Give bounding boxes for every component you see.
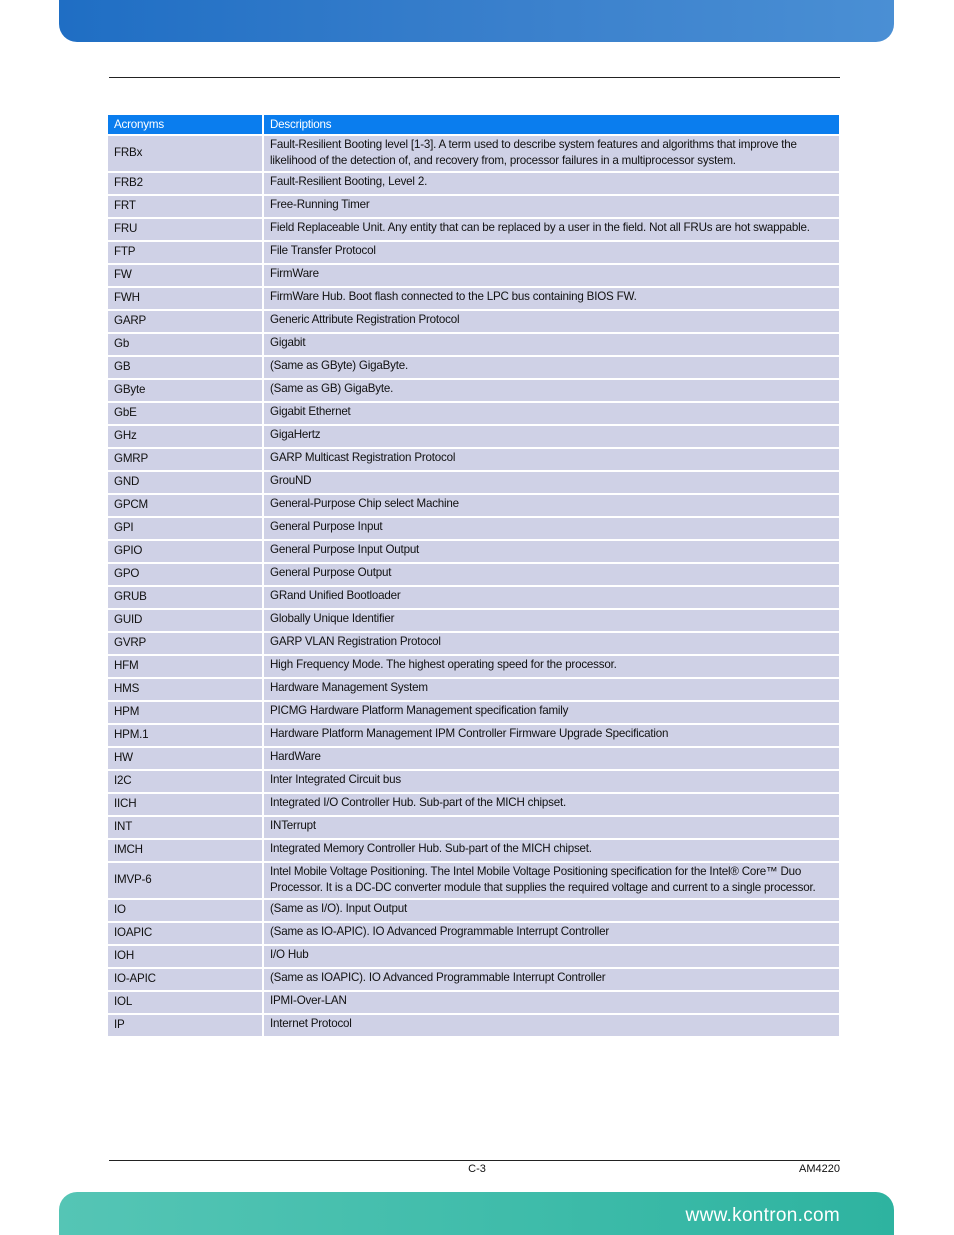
acronym-cell: FRBx [108,136,262,171]
acronym-cell: I2C [108,771,262,792]
table-header-row [108,115,839,134]
acronym-cell: GRUB [108,587,262,608]
acronym-cell: GVRP [108,633,262,654]
acronym-cell: GB [108,357,262,378]
description-cell: FirmWare Hub. Boot flash connected to the LPC bus containing BIOS FW. [264,288,839,309]
description-cell: Internet Protocol [264,1015,839,1036]
description-cell: GigaHertz [264,426,839,447]
table-row [108,1015,839,1036]
acronym-cell: FTP [108,242,262,263]
description-cell: Fault-Resilient Booting, Level 2. [264,173,839,194]
table-row [108,242,839,263]
table-row [108,840,839,861]
acronym-cell: FWH [108,288,262,309]
acronym-cell: IOL [108,992,262,1013]
description-cell: IPMI-Over-LAN [264,992,839,1013]
acronym-cell: IO [108,900,262,921]
description-cell: High Frequency Mode. The highest operating speed for the processor. [264,656,839,677]
acronym-cell: GPCM [108,495,262,516]
description-cell: Fault-Resilient Booting level [1-3]. A term used to describe system features and algorithms that improve the likelihood of the detection of, and recovery from, processor failures in a multiprocessor system. [264,136,839,171]
table-row [108,357,839,378]
table-row [108,748,839,769]
description-cell: INTerrupt [264,817,839,838]
table-row [108,518,839,539]
footer-banner [59,1192,894,1235]
description-cell: (Same as GB) GigaByte. [264,380,839,401]
description-cell: FirmWare [264,265,839,286]
acronym-cell: GPO [108,564,262,585]
column-header-acronyms: Acronyms [108,115,262,134]
acronym-cell: HMS [108,679,262,700]
description-cell: Gigabit [264,334,839,355]
acronym-cell: IOAPIC [108,923,262,944]
description-cell: Intel Mobile Voltage Positioning. The Intel Mobile Voltage Positioning specification for the Intel® Core™ Duo Processor. It is a DC-DC converter module that supplies the required voltage and current to a single processor. [264,863,839,898]
table-row [108,679,839,700]
acronym-cell: GbE [108,403,262,424]
table-row [108,219,839,240]
header-banner [59,0,894,42]
description-cell: GrouND [264,472,839,493]
description-cell: Free-Running Timer [264,196,839,217]
acronym-cell: HPM [108,702,262,723]
table-row [108,610,839,631]
page-number: C-3 [468,1163,486,1175]
table-row [108,472,839,493]
acronym-cell: HPM.1 [108,725,262,746]
description-cell: (Same as GByte) GigaByte. [264,357,839,378]
product-name: AM4220 [799,1163,840,1175]
description-cell: General Purpose Output [264,564,839,585]
table-row [108,334,839,355]
table-row [108,564,839,585]
table-row [108,288,839,309]
table-row [108,196,839,217]
footer-divider [109,1160,840,1161]
description-cell: GARP Multicast Registration Protocol [264,449,839,470]
table-row [108,969,839,990]
acronym-cell: GPIO [108,541,262,562]
acronym-cell: HW [108,748,262,769]
description-cell: Globally Unique Identifier [264,610,839,631]
acronym-cell: IOH [108,946,262,967]
table-row [108,136,839,171]
table-row [108,863,839,898]
description-cell: (Same as IO-APIC). IO Advanced Programmable Interrupt Controller [264,923,839,944]
acronym-cell: GUID [108,610,262,631]
description-cell: PICMG Hardware Platform Management specification family [264,702,839,723]
description-cell: Hardware Platform Management IPM Controller Firmware Upgrade Specification [264,725,839,746]
table-row [108,587,839,608]
table-body [108,136,839,1036]
acronym-cell: IO-APIC [108,969,262,990]
table-row [108,426,839,447]
acronym-cell: FRB2 [108,173,262,194]
table-row [108,946,839,967]
description-cell: GARP VLAN Registration Protocol [264,633,839,654]
description-cell: Generic Attribute Registration Protocol [264,311,839,332]
table-row [108,541,839,562]
description-cell: (Same as I/O). Input Output [264,900,839,921]
acronym-cell: INT [108,817,262,838]
table-row [108,380,839,401]
acronym-cell: GARP [108,311,262,332]
table-row [108,900,839,921]
acronym-cell: GHz [108,426,262,447]
table-row [108,702,839,723]
acronym-cell: FW [108,265,262,286]
table-row [108,403,839,424]
table-row [108,817,839,838]
description-cell: Gigabit Ethernet [264,403,839,424]
table-row [108,495,839,516]
description-cell: General Purpose Input Output [264,541,839,562]
table-row [108,633,839,654]
table-row [108,771,839,792]
table-row [108,265,839,286]
description-cell: (Same as IOAPIC). IO Advanced Programmable Interrupt Controller [264,969,839,990]
table-row [108,449,839,470]
acronym-cell: Gb [108,334,262,355]
acronym-cell: FRT [108,196,262,217]
table-row [108,311,839,332]
acronym-cell: IICH [108,794,262,815]
table-row [108,725,839,746]
column-header-descriptions: Descriptions [264,115,839,134]
acronym-cell: GND [108,472,262,493]
table-row [108,794,839,815]
table-row [108,656,839,677]
acronym-cell: IP [108,1015,262,1036]
acronym-cell: IMVP-6 [108,863,262,898]
table-row [108,173,839,194]
description-cell: Integrated I/O Controller Hub. Sub-part of the MICH chipset. [264,794,839,815]
table-row [108,992,839,1013]
table-row [108,923,839,944]
description-cell: File Transfer Protocol [264,242,839,263]
acronym-cell: IMCH [108,840,262,861]
acronym-cell: FRU [108,219,262,240]
acronym-cell: GByte [108,380,262,401]
description-cell: Hardware Management System [264,679,839,700]
header-divider [109,77,840,78]
description-cell: Inter Integrated Circuit bus [264,771,839,792]
acronym-cell: GPI [108,518,262,539]
acronym-cell: GMRP [108,449,262,470]
description-cell: General Purpose Input [264,518,839,539]
description-cell: General-Purpose Chip select Machine [264,495,839,516]
description-cell: Field Replaceable Unit. Any entity that can be replaced by a user in the field. Not all FRUs are hot swappable. [264,219,839,240]
description-cell: Integrated Memory Controller Hub. Sub-part of the MICH chipset. [264,840,839,861]
acronym-cell: HFM [108,656,262,677]
description-cell: GRand Unified Bootloader [264,587,839,608]
description-cell: I/O Hub [264,946,839,967]
acronyms-table [106,113,841,1038]
website-link[interactable]: www.kontron.com [685,1205,840,1226]
description-cell: HardWare [264,748,839,769]
